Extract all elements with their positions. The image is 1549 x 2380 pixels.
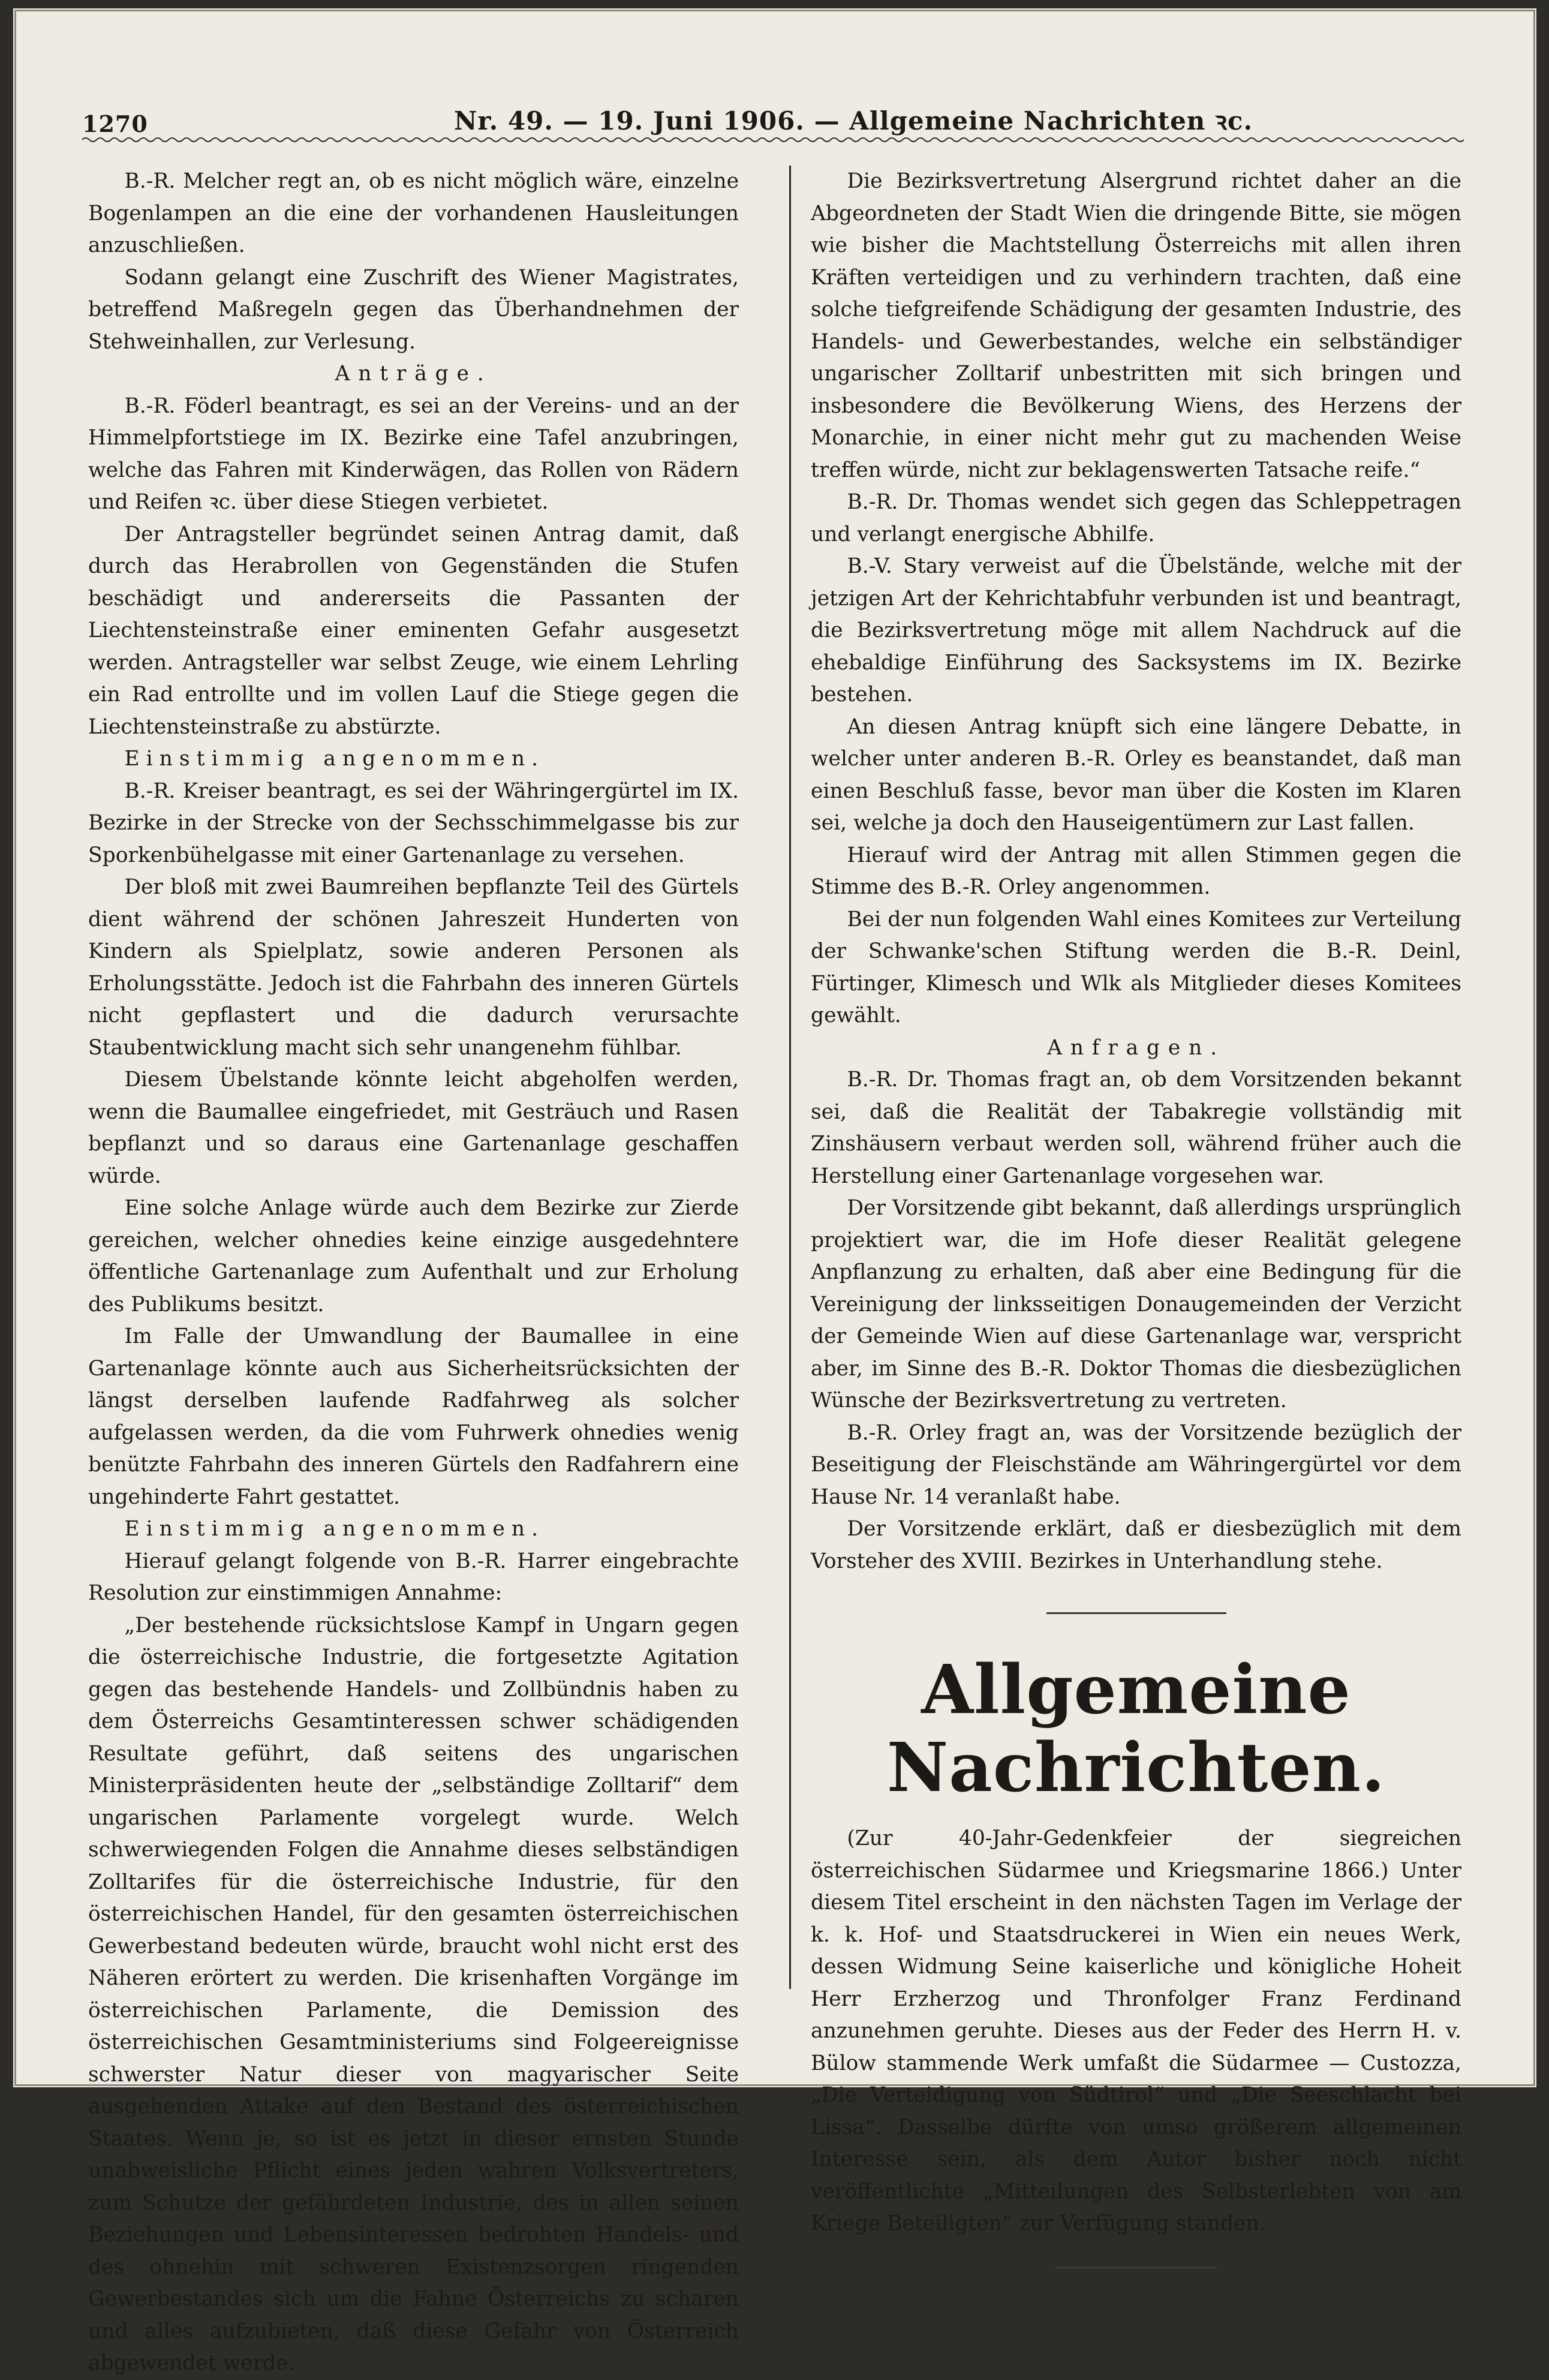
- paragraph-antragsteller: Der Antragsteller begründet seinen Antrag damit, daß durch das Herabrollen von Gegenständen die Stufen beschädigt und andererseits die Passanten der Liechtensteinstraße einer eminenten Gefahr ausgesetzt werden. Antragsteller war selbst Zeuge, wie einem Lehrling ein Rad entrollte und im vollen Lauf die Stiege gegen die Liechtensteinstraße zu abstürzte.: [88, 522, 739, 739]
- paragraph-debatte-orley: An diesen Antrag knüpft sich eine längere Debatte, in welcher unter anderen B.-R. Orley es beanstandet, daß man einen Beschluß fasse, bevor man über die Kosten im Klaren sei, welche ja doch den Hauseigentümern zur Last fallen.: [811, 714, 1461, 835]
- right-column: [811, 166, 1461, 2268]
- paragraph-harrer-resolution: Hierauf gelangt folgende von B.-R. Harrer eingebrachte Resolution zur einstimmigen Annahme:: [88, 1549, 739, 1605]
- paragraph-melcher: B.-R. Melcher regt an, ob es nicht möglich wäre, einzelne Bogenlampen an die eine der vorhandenen Hausleitungen anzuschließen.: [88, 169, 739, 257]
- vote-result-2: Einstimmig angenommen.: [124, 1517, 545, 1541]
- paragraph-vorsitzende-antwort: Der Vorsitzende gibt bekannt, daß allerdings ursprünglich projektiert war, die im Hofe dieser Realität gelegene Anpflanzung zu erhalten, daß aber eine Bedingung für die Vereinigung der linksseitigen Donaugemeinden der Verzicht der Gemeinde Wien auf diese Gartenanlage war, verspricht aber, im Sinne des B.-R. Doktor Thomas die diesbezüglichen Wünsche der Bezirksvertretung zu vertreten.: [811, 1196, 1461, 1413]
- section-separator-rule: [1046, 1612, 1226, 1614]
- page-header: [82, 98, 1467, 140]
- heading-anfragen: Anfragen.: [1047, 1035, 1225, 1060]
- page-number: 1270: [82, 110, 148, 137]
- paragraph-komitee-wahl: Bei der nun folgenden Wahl eines Komitees zur Verteilung der Schwanke'schen Stiftung werden die B.-R. Deinl, Fürtinger, Klimesch und Wlk als Mitglieder dieses Komitees gewählt.: [811, 907, 1461, 1027]
- paragraph-radfahrweg: Im Falle der Umwandlung der Baumallee in eine Gartenanlage könnte auch aus Sicherheitsrücksichten der längst derselben laufende Radfahrweg als solcher aufgelassen werden, da die vom Fuhrwerk ohnedies wenig benützte Fahrbahn des inneren Gürtels den Radfahrern eine ungehinderte Fahrt gestattet.: [88, 1324, 739, 1509]
- left-column: [88, 166, 739, 2380]
- paragraph-foederl: B.-R. Föderl beantragt, es sei an der Vereins- und an der Himmelpfortstiege im IX. Bezirke eine Tafel anzubringen, welche das Fahren mit Kinderwägen, das Rollen von Rädern und Reifen ꝛc. über diese Stiegen verbietet.: [88, 393, 739, 514]
- newspaper-page: [13, 8, 1536, 2375]
- section-end-rule: [1055, 2267, 1217, 2268]
- paragraph-vorsitzende-erklaerung: Der Vorsitzende erklärt, daß er diesbezüglich mit dem Vorsteher des XVIII. Bezirkes in Unterhandlung stehe.: [811, 1517, 1461, 1573]
- running-head: Nr. 49. — 19. Juni 1906. — Allgemeine Nachrichten ꝛc.: [454, 106, 1253, 136]
- paragraph-resolution-text: „Der bestehende rücksichtslose Kampf in Ungarn gegen die österreichische Industrie, die fortgesetzte Agitation gegen das bestehende Handels- und Zollbündnis haben zu dem Österreichs Gesamtinteressen schwer schädigenden Resultate geführt, daß seitens des ungarischen Ministerpräsidenten heute der „selbständige Zolltarif“ dem ungarischen Parlamente vorgelegt wurde. Welch schwerwiegenden Folgen die Annahme dieses selbständigen Zolltarifes für die österreichische Industrie, für den österreichischen Handel, für den gesamten österreichischen Gewerbestand bedeuten würde, braucht wohl nicht erst des Näheren erörtert zu werden. Die krisenhaften Vorgänge im österreichischen Parlamente, die Demission des österreichischen Gesamtministeriums sind Folgeereignisse schwerster Natur dieser von magyarischer Seite ausgehenden Attake auf den Bestand des österreichischen Staates. Wenn je, so ist es jetzt in dieser ernsten Stunde unabweisliche Pflicht eines jeden wahren Volksvertreters, zum Schutze der gefährdeten Industrie, des in allen seinen Beziehungen und Lebensinteressen bedrohten Handels- und des ohnehin mit schweren Existenzsorgen ringenden Gewerbestandes sich um die Fahne Österreichs zu scharen und alles aufzubieten, daß diese Gefahr von Österreich abgewendet werde.: [88, 1613, 739, 2375]
- paragraph-bezirksvertretung-bitte: Die Bezirksvertretung Alsergrund richtet daher an die Abgeordneten der Stadt Wien die dringende Bitte, sie mögen wie bisher die Machtstellung Österreichs mit allen ihren Kräften verteidigen und zu verhindern trachten, daß eine solche tiefgreifende Schädigung der gesamten Industrie, des Handels- und Gewerbestandes, welche ein selbständiger ungarischer Zolltarif unbestritten mit sich bringen und insbesondere die Bevölkerung Wiens, des Herzens der Monarchie, in einer nicht mehr gut zu machenden Weise treffen würde, nicht zur beklagenswerten Tatsache reife.“: [811, 169, 1461, 482]
- paragraph-zuschrift-magistrat: Sodann gelangt eine Zuschrift des Wiener Magistrates, betreffend Maßregeln gegen das Überhandnehmen der Stehweinhallen, zur Verlesung.: [88, 265, 739, 354]
- paragraph-gedenkfeier: (Zur 40-Jahr-Gedenkfeier der siegreichen österreichischen Südarmee und Kriegsmarine 1866.) Unter diesem Titel erscheint in den nächsten Tagen im Verlage der k. k. Hof- und Staatsdruckerei in Wien ein neues Werk, dessen Widmung Seine kaiserliche und königliche Hoheit Herr Erzherzog und Thronfolger Franz Ferdinand anzunehmen geruhte. Dieses aus der Feder des Herrn H. v. Bülow stammende Werk umfaßt die Südarmee — Custozza, „Die Verteidigung von Südtirol“ und „Die Seeschlacht bei Lissa“. Dasselbe dürfte von umso größerem allgemeinen Interesse sein, als dem Autor bisher noch nicht veröffentlichte „Mitteilungen des Selbsterlebten von am Kriege Beteiligten“ zur Verfügung standen.: [811, 1826, 1461, 2235]
- paragraph-thomas-schleppe: B.-R. Dr. Thomas wendet sich gegen das Schleppetragen und verlangt energische Abhilfe.: [811, 490, 1461, 546]
- header-wavy-rule: [82, 136, 1467, 144]
- paragraph-guertel: Der bloß mit zwei Baumreihen bepflanzte Teil des Gürtels dient während der schönen Jahreszeit Hunderten von Kindern als Spielplatz, sowie anderen Personen als Erholungsstätte. Jedoch ist die Fahrbahn des inneren Gürtels nicht gepflastert und die dadurch verursachte Staubentwicklung macht sich sehr unangenehm fühlbar.: [88, 875, 739, 1060]
- paragraph-orley-fleischstaende: B.-R. Orley fragt an, was der Vorsitzende bezüglich der Beseitigung der Fleischstände am Währingergürtel vor dem Hause Nr. 14 veranlaßt habe.: [811, 1420, 1461, 1509]
- heading-antraege: Anträge.: [335, 362, 492, 386]
- column-divider: [789, 166, 791, 1989]
- paragraph-antrag-angenommen: Hierauf wird der Antrag mit allen Stimmen gegen die Stimme des B.-R. Orley angenommen.: [811, 843, 1461, 899]
- paragraph-stary: B.-V. Stary verweist auf die Übelstände, welche mit der jetzigen Art der Kehrichtabfuhr verbunden ist und beantragt, die Bezirksvertretung möge mit allem Nachdruck auf die ehebaldige Einführung des Sacksystems im IX. Bezirke bestehen.: [811, 554, 1461, 707]
- paragraph-kreiser: B.-R. Kreiser beantragt, es sei der Währingergürtel im IX. Bezirke in der Strecke von der Sechsschimmelgasse bis zur Sporkenbühelgasse mit einer Gartenanlage zu versehen.: [88, 779, 739, 867]
- paragraph-thomas-tabakregie: B.-R. Dr. Thomas fragt an, ob dem Vorsitzenden bekannt sei, daß die Realität der Tabakregie vollständig mit Zinshäusern verbaut werden soll, während früher auch die Herstellung einer Gartenanlage vorgesehen war.: [811, 1068, 1461, 1188]
- vote-result-1: Einstimmig angenommen.: [124, 747, 545, 771]
- section-title: Allgemeine Nachrichten.: [886, 1651, 1386, 1807]
- paragraph-uebelstande: Diesem Übelstande könnte leicht abgeholfen werden, wenn die Baumallee eingefriedet, mit Gesträuch und Rasen bepflanzt und so daraus eine Gartenanlage geschaffen würde.: [88, 1068, 739, 1188]
- paragraph-anlage-zierde: Eine solche Anlage würde auch dem Bezirke zur Zierde gereichen, welcher ohnedies keine einzige ausgedehntere öffentliche Gartenanlage zum Aufenthalt und zur Erholung des Publikums besitzt.: [88, 1196, 739, 1317]
